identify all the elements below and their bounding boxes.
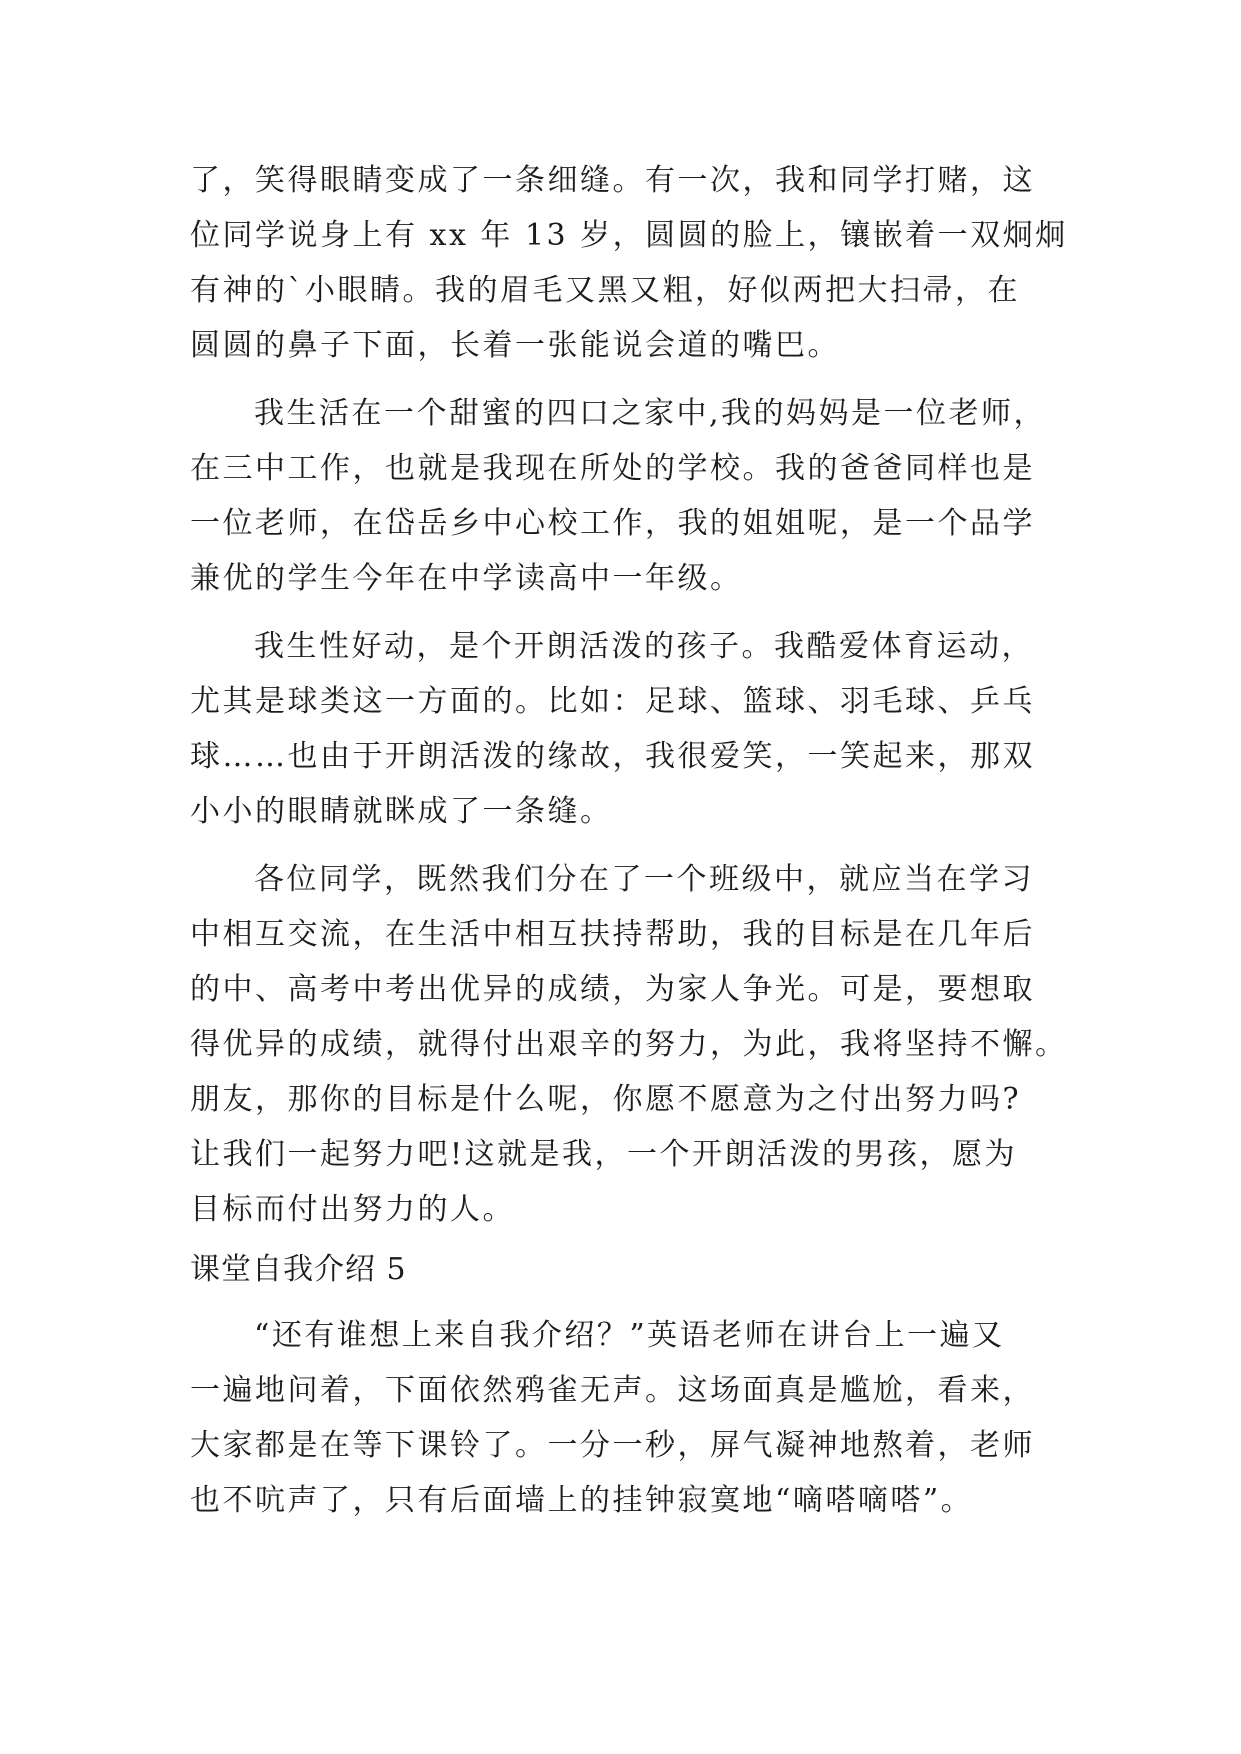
text-line: 大家都是在等下课铃了。一分一秒，屏气凝神地熬着，老师 bbox=[190, 1428, 1035, 1463]
text-line: 尤其是球类这一方面的。比如：足球、篮球、羽毛球、乒乓 bbox=[190, 684, 1035, 719]
text-line: 目标而付出努力的人。 bbox=[190, 1192, 515, 1227]
paragraph-first-line: “还有谁想上来自我介绍？”英语老师在讲台上一遍又 bbox=[254, 1318, 1005, 1353]
paragraph-first-line: 我生性好动，是个开朗活泼的孩子。我酷爱体育运动， bbox=[254, 629, 1034, 664]
text-line: 兼优的学生今年在中学读高中一年级。 bbox=[190, 561, 743, 596]
text-line: 小小的眼睛就眯成了一条缝。 bbox=[190, 794, 613, 829]
text-line: 位同学说身上有 xx 年 13 岁，圆圆的脸上，镶嵌着一双炯炯 bbox=[190, 218, 1068, 253]
paragraph-first-line: 我生活在一个甜蜜的四口之家中,我的妈妈是一位老师， bbox=[254, 396, 1047, 431]
text-line: 了，笑得眼睛变成了一条细缝。有一次，我和同学打赌，这 bbox=[190, 163, 1035, 198]
text-line: 中相互交流，在生活中相互扶持帮助，我的目标是在几年后 bbox=[190, 917, 1035, 952]
text-line: 在三中工作，也就是我现在所处的学校。我的爸爸同样也是 bbox=[190, 451, 1035, 486]
text-line: 朋友，那你的目标是什么呢，你愿不愿意为之付出努力吗? bbox=[190, 1082, 1022, 1117]
paragraph-first-line: 各位同学，既然我们分在了一个班级中，就应当在学习 bbox=[254, 862, 1034, 897]
text-line: 让我们一起努力吧!这就是我，一个开朗活泼的男孩，愿为 bbox=[190, 1137, 1018, 1172]
text-line: 有神的`小眼睛。我的眉毛又黑又粗，好似两把大扫帚，在 bbox=[190, 273, 1020, 308]
text-line: 圆圆的鼻子下面，长着一张能说会道的嘴巴。 bbox=[190, 328, 840, 363]
text-line: 球……也由于开朗活泼的缘故，我很爱笑，一笑起来，那双 bbox=[190, 739, 1035, 774]
text-line: 的中、高考中考出优异的成绩，为家人争光。可是，要想取 bbox=[190, 972, 1035, 1007]
text-line: 一遍地问着，下面依然鸦雀无声。这场面真是尴尬，看来， bbox=[190, 1373, 1035, 1408]
text-line: 得优异的成绩，就得付出艰辛的努力，为此，我将坚持不懈。 bbox=[190, 1027, 1068, 1062]
text-line: 也不吭声了，只有后面墙上的挂钟寂寞地“嘀嗒嘀嗒”。 bbox=[190, 1483, 974, 1518]
text-line: 一位老师，在岱岳乡中心校工作，我的姐姐呢，是一个品学 bbox=[190, 506, 1035, 541]
section-heading: 课堂自我介绍 5 bbox=[190, 1252, 407, 1287]
